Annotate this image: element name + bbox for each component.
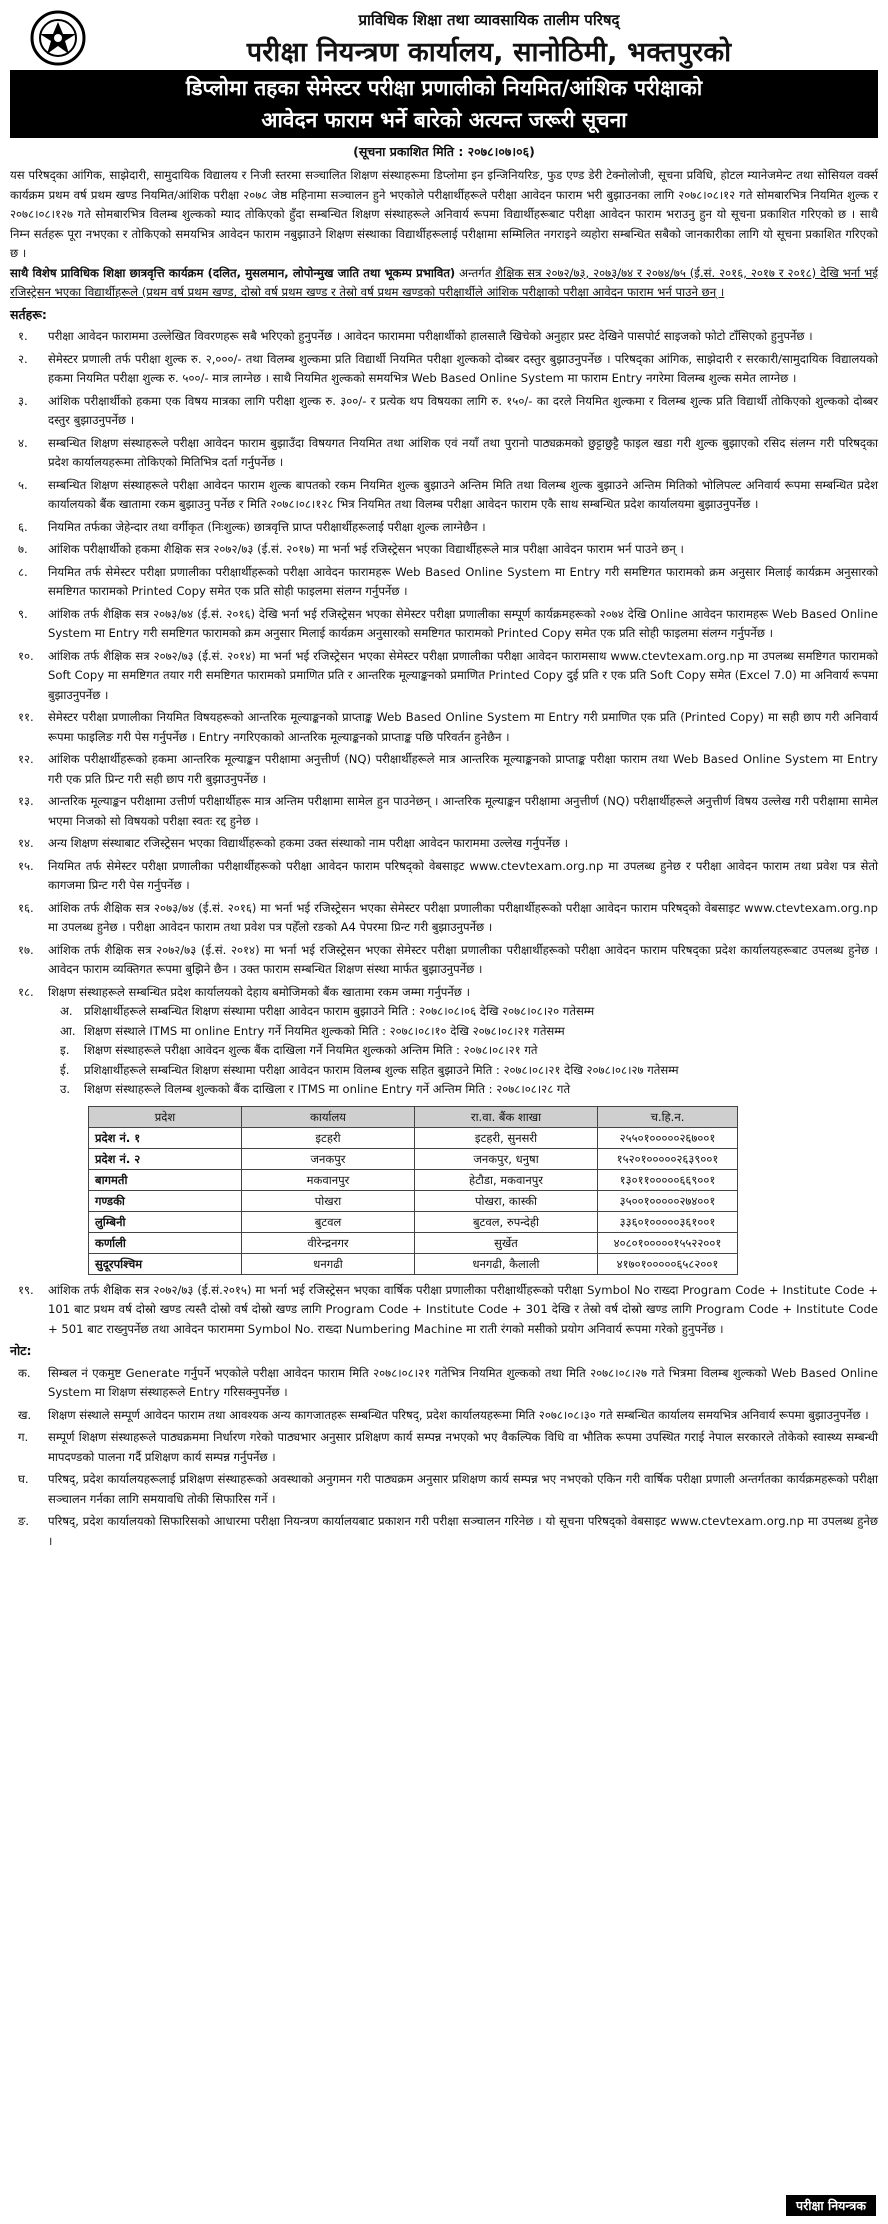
office-name: परीक्षा नियन्त्रण कार्यालय, सानोठिमी, भक्तपुरको [246, 37, 732, 68]
list-item [10, 563, 878, 602]
item-number: १२. [18, 752, 34, 766]
list-item [48, 1002, 878, 1022]
office-cell: जनकपुर [242, 1148, 415, 1169]
item-number: २. [18, 351, 28, 366]
list-item [10, 941, 878, 980]
list-item [48, 1061, 878, 1081]
notes-heading: नोट: [10, 1343, 32, 1358]
item-text: आंशिक परीक्षार्थीहरूको हकमा आन्तरिक मूल्याङ्कन परीक्षामा अनुत्तीर्ण (NQ) परीक्षार्थीहरूले मात्र आन्तरिक मूल्याङ्कनको प्राप्ताङ्क परीक्षा फाराम तथा Web Based Online System मा Entry गरी एक प्रति प्रिन्ट गरी सही छाप गरी बुझाउनुपर्नेछ । [48, 752, 878, 786]
item-text: आंशिक परीक्षार्थीको हकमा शैक्षिक सत्र २०७२/७३ (ई.सं. २०१७) मा भर्ना भई रजिस्ट्रेसन भएका विद्यार्थीहरूले मात्र परीक्षा आवेदन फाराम भर्न पाउने छन् । [48, 542, 684, 556]
condition-number: १९. [18, 1282, 34, 1297]
item-number: १५. [18, 858, 34, 873]
list-item [48, 1022, 878, 1042]
item-number: १०. [18, 648, 34, 663]
list-item [10, 708, 878, 747]
item-text: आंशिक परीक्षार्थीको हकमा एक विषय मात्रका लागि परीक्षा शुल्क रु. ३००/- र प्रत्येक थप विषयका लागि रु. १५०/- का दरले नियमित शुल्कमा र विलम्ब शुल्क प्रति विद्यार्थी तोकिएको शुल्कको दोब्बर दस्तुर बुझाउनुपर्नेछ । [48, 393, 878, 427]
notice-body [10, 166, 878, 1551]
list-item [10, 350, 878, 389]
table-row [89, 1148, 738, 1169]
office-cell: धनगढी [242, 1253, 415, 1274]
list-item [10, 983, 878, 1003]
table-row [89, 1169, 738, 1190]
account-cell: १५२०१०००००२६३९००१ [598, 1148, 738, 1169]
office-cell: वीरेन्द्रनगर [242, 1232, 415, 1253]
account-cell: ४१७०१०००००६५८२००१ [598, 1253, 738, 1274]
list-item [10, 647, 878, 706]
account-cell: ३३६०१०००००३६१००१ [598, 1211, 738, 1232]
item-number: ११. [18, 710, 34, 724]
special-scholarship-paragraph [10, 264, 878, 303]
bank-branch-cell: सुर्खेत [415, 1232, 598, 1253]
province-cell: कर्णाली [89, 1232, 242, 1253]
item-text: शिक्षण संस्थाहरूले सम्बन्धित प्रदेश कार्यालयको देहाय बमोजिमको बैंक खातामा रकम जम्मा गर्नुपर्नेछ । [48, 984, 470, 999]
table-row [89, 1232, 738, 1253]
province-cell: बागमती [89, 1169, 242, 1190]
special-bold: साथै विशेष प्राविधिक शिक्षा छात्रवृत्ति कार्यक्रम (दलित, मुसलमान, लोपोन्मुख जाति तथा भूकम्प प्रभावित) [10, 265, 456, 280]
item-number: घ. [18, 1472, 29, 1486]
item-text: आंशिक तर्फ शैक्षिक सत्र २०७३/७४ (ई.सं. २०१६) मा भर्ना भई रजिस्ट्रेसन भएका सेमेस्टर परीक्षा प्रणालीका परीक्षार्थीहरूको परीक्षा आवेदन फाराम परिषद्को वेबसाइट www.ctevtexam.org.np मा उपलब्ध हुनेछ । परीक्षा आवेदन फाराम तथा प्रवेश पत्र पहेँलो रङको A4 पेपरमा प्रिन्ट गरी बुझाउनुपर्नेछ । [48, 900, 878, 934]
item-text: सिम्बल नं एकमुष्ट Generate गर्नुपर्ने भएकोले परीक्षा आवेदन फाराम मिति २०७८।०८।२१ गतेभित्र नियमित शुल्कको तथा मिति २०७८।०८।२७ गते भित्रमा विलम्ब शुल्कको Web Based Online System मा शिक्षण संस्थाहरूले Entry गरिसक्नुपर्नेछ । [48, 1365, 878, 1399]
item-text: आंशिक तर्फ शैक्षिक सत्र २०७३/७४ (ई.सं. २०१६) देखि भर्ना भई रजिस्ट्रेसन भएका सेमेस्टर परीक्षा प्रणालीका सम्पूर्ण कार्यक्रमहरूको २०७४ देखि Online आवेदन फारामहरू Web Based Online System मा Entry गरी समष्टिगत फारामको क्रम अनुसार मिलाई कार्यक्रम अनुसारको समष्टिगत फारामको Printed Copy समेत एक प्रति सोही फाइलमा संलग्न गर्नुपर्नेछ । [48, 606, 878, 640]
item-number: ९. [18, 606, 28, 621]
list-item [10, 518, 878, 538]
item-text: सम्पूर्ण शिक्षण संस्थाहरूले पाठ्यक्रममा निर्धारण गरेको पाठ्यभार अनुसार प्रशिक्षण कार्य सम्पन्न नभएको भए वैकल्पिक विधि वा भौतिक रूपमा उपस्थित गराई नेपाल सरकारले तोकेको स्वास्थ्य सम्बन्धी मापदण्डको पालना गर्दै प्रशिक्षण कार्य सम्पन्न गर्नुपर्नेछ । [48, 1430, 878, 1464]
col-bank-branch: रा.वा. बैंक शाखा [415, 1106, 598, 1127]
bank-branch-cell: जनकपुर, धनुषा [415, 1148, 598, 1169]
bank-table-body [89, 1127, 738, 1274]
table-row [89, 1211, 738, 1232]
item-number: अ. [60, 1004, 73, 1018]
item-number: आ. [60, 1023, 76, 1038]
province-cell: लुम्बिनी [89, 1211, 242, 1232]
list-item [10, 327, 878, 347]
office-cell: बुटवल [242, 1211, 415, 1232]
bank-table-header [89, 1106, 738, 1127]
account-cell: २५५०१०००००२६७००१ [598, 1127, 738, 1148]
item-number: इ. [60, 1043, 70, 1057]
item-text: सेमेस्टर परीक्षा प्रणालीका नियमित विषयहरूको आन्तरिक मूल्याङ्कनको प्राप्ताङ्क Web Based Online System मा Entry गरी प्रमाणित एक प्रति (Printed Copy) मा सही छाप गरी अनिवार्य रूपमा फाइलिङ गरी पेस गर्नुपर्नेछ । Entry नगरिएकाको आन्तरिक मूल्याङ्कनको प्राप्ताङ्क पछि परिवर्तन हुनेछैन । [48, 710, 878, 744]
bank-branch-cell: पोखरा, कास्की [415, 1190, 598, 1211]
province-cell: प्रदेश नं. २ [89, 1148, 242, 1169]
item-text: अन्य शिक्षण संस्थाबाट रजिस्ट्रेसन भएका विद्यार्थीहरूको हकमा उक्त संस्थाको नाम परीक्षा आवेदन फाराममा उल्लेख गर्नुपर्नेछ । [48, 836, 569, 850]
item-text: सम्बन्धित शिक्षण संस्थाहरूले परीक्षा आवेदन फाराम शुल्क बापतको रकम नियमित शुल्क बुझाउने अन्तिम मिति तथा विलम्ब शुल्क बुझाउने अन्तिम मितिको भोलिपल्ट अनिवार्य रूपमा सम्बन्धित प्रदेश कार्यालयको बैंक खातामा रकम बुझाउनु पर्नेछ र मिति २०७८।०८।१२८ भित्र नियमित तथा विलम्ब परीक्षा आवेदन फाराम एकै साथ सम्बन्धित प्रदेश कार्यालयमा बुझाउनुपर्नेछ । [48, 477, 878, 511]
item-number: उ. [60, 1082, 71, 1096]
header [10, 6, 878, 70]
item-number: १४. [18, 836, 34, 850]
bank-branch-cell: धनगढी, कैलाली [415, 1253, 598, 1274]
publish-date: (सूचना प्रकाशित मिति : २०७८।०७।०६) [353, 144, 535, 159]
bank-branch-cell: हेटौडा, मकवानपुर [415, 1169, 598, 1190]
item-text: प्रशिक्षार्थीहरूले सम्बन्धित शिक्षण संस्थामा परीक्षा आवेदन फाराम विलम्ब शुल्क सहित बुझाउने मिति : २०७८।०८।२१ देखि २०७८।०८।२७ गतेसम्म [84, 1062, 679, 1077]
col-office: कार्यालय [242, 1106, 415, 1127]
org-name: प्राविधिक शिक्षा तथा व्यावसायिक तालीम परिषद् [358, 11, 620, 29]
col-province: प्रदेश [89, 1106, 242, 1127]
item-number: ८. [18, 564, 28, 579]
account-cell: १३०११०००००६६९००१ [598, 1169, 738, 1190]
office-cell: मकवानपुर [242, 1169, 415, 1190]
condition-text: आंशिक तर्फ शैक्षिक सत्र २०७२/७३ (ई.सं.२०१५) मा भर्ना भई रजिस्ट्रेसन भएका वार्षिक परीक्षा प्रणालीका परीक्षार्थीहरूको परीक्षा Symbol No राख्दा Program Code + Institute Code + 101 बाट प्रथम वर्ष दोस्रो खण्ड त्यस्तै दोस्रो वर्ष दोस्रो खण्ड लागि Program Code + Institute Code + 301 देखि र तेस्रो वर्ष दोस्रो खण्ड लागि Program Code + Institute Code + 501 बाट राख्नुपर्नेछ तथा आवेदन फाराममा Symbol No. राख्दा Numbering Machine मा राती रंगको मसीको प्रयोग अनिवार्य रूपमा गरेको हुनुपर्नेछ । [48, 1282, 878, 1336]
office-cell: इटहरी [242, 1127, 415, 1148]
signature-label: परीक्षा नियन्त्रक [786, 2195, 876, 2216]
item-number: ५. [18, 477, 28, 492]
special-underlined: शैक्षिक सत्र २०७२/७३, २०७३/७४ र २०७४/७५ (ई.सं. २०१६, २०१७ र २०१८) देखि भर्ना भई रजिस्ट्रेसन भएका विद्यार्थीहरूले (प्रथम वर्ष प्रथम खण्ड, दोस्रो वर्ष प्रथम खण्ड र तेस्रो वर्ष प्रथम खण्डको परीक्षार्थीले आंशिक परीक्षाको परीक्षा आवेदन फाराम भर्न पाउने छन् । [10, 265, 879, 299]
item-text: शिक्षण संस्थाले सम्पूर्ण आवेदन फाराम तथा आवश्यक अन्य कागजातहरू सम्बन्धित परिषद्, प्रदेश कार्यालयहरूमा मिति २०७८।०८।३० गते सम्बन्धित कार्यालय समयभित्र अनिवार्य रूपमा बुझाउनुपर्नेछ । [48, 1407, 869, 1422]
banner-line-1: डिप्लोमा तहका सेमेस्टर परीक्षा प्रणालीको नियमित/आंशिक परीक्षाको [185, 76, 703, 100]
list-item [10, 476, 878, 515]
item-number: १८. [18, 984, 34, 999]
office-cell: पोखरा [242, 1190, 415, 1211]
notes-list [10, 1364, 878, 1552]
list-item [10, 540, 878, 560]
list-item [10, 392, 878, 431]
item-text: शिक्षण संस्थाले ITMS मा online Entry गर्ने नियमित शुल्कको मिति : २०७८।०८।१० देखि २०७८।०८।२१ गतेसम्म [84, 1023, 565, 1038]
table-row [89, 1253, 738, 1274]
item-number: ई. [60, 1062, 70, 1077]
condition-19 [10, 1281, 878, 1340]
list-item [48, 1041, 878, 1061]
item-text: आंशिक तर्फ शैक्षिक सत्र २०७२/७३ (ई.सं. २०१४) मा भर्ना भई रजिस्ट्रेसन भएका सेमेस्टर परीक्षा प्रणालीका परीक्षा आवेदन फारामसाथ www.ctevtexam.org.np मा उपलब्ध समष्टिगत फारामको Soft Copy मा समष्टिगत तयार गरी समष्टिगत फारामको प्रमाणित प्रति र आन्तरिक मूल्याङ्कनको प्रमाणित Printed Copy दुई प्रति र एक प्रति Soft Copy समेत (Excel 7.0) मा अनिवार्य रूपमा बुझाउनुपर्नेछ । [48, 648, 878, 702]
list-item [10, 1364, 878, 1403]
item-text: शिक्षण संस्थाहरूले विलम्ब शुल्कको बैंक दाखिला र ITMS मा online Entry गर्ने अन्तिम मिति : २०७८।०८।२८ गते [84, 1082, 571, 1096]
item-text: परीक्षा आवेदन फाराममा उल्लेखित विवरणहरू सबै भरिएको हुनुपर्नेछ । आवेदन फाराममा परीक्षार्थीको हालसालै खिचेको अनुहार प्रस्ट देखिने पासपोर्ट साइजको फोटो टाँसिएको हुनुपर्नेछ । [48, 329, 813, 343]
intro-paragraph: यस परिषद्का आंगिक, साझेदारी, सामुदायिक विद्यालय र निजी स्तरमा सञ्चालित शिक्षण संस्थाहरूमा डिप्लोमा इन इन्जिनियरिङ, फुड एण्ड डेरी टेक्नोलोजी, सूचना प्रविधि, होटल म्यानेजमेन्ट तथा सोसियल वर्क्स कार्यक्रम प्रथम वर्ष प्रथम खण्ड नियमित/आंशिक परीक्षा २०७८ जेष्ठ महिनामा सञ्चालन हुने भएकोले परीक्षार्थीहरूले परीक्षा आवेदन फाराम भरी बुझाउनका लागि २०७८।०८।१२ गते सोमबारभित्र नियमित शुल्क र २०७८।०८।१२७ गते सोमबारभित्र विलम्ब शुल्कको म्याद तोकिएको हुँदा सम्बन्धित शिक्षण संस्थाहरूले अनिवार्य रूपमा विद्यार्थीहरूबाट परीक्षा आवेदन फाराम भराउनु हुन यो सूचना प्रकाशित गरिएको छ । साथै निम्न सर्तहरू पूरा नभएका र तोकिएको समयभित्र आवेदन फाराम नबुझाउने शिक्षण संस्थाका विद्यार्थीहरूलाई परीक्षामा सम्मिलित नगराइने व्यहोरा सम्बन्धित सबैको जानकारीका लागि यो सूचना प्रकाशित गरिएको छ । [10, 168, 878, 260]
item-text: नियमित तर्फ सेमेस्टर परीक्षा प्रणालीका परीक्षार्थीहरूको परीक्षा आवेदन फाराम परिषद्को वेबसाइट www.ctevtexam.org.np मा उपलब्ध हुनेछ र परीक्षा आवेदन फाराम तथा प्रवेश पत्र सेतो कागजमा प्रिन्ट गरी पेस गर्नुपर्नेछ । [48, 858, 878, 892]
province-cell: प्रदेश नं. १ [89, 1127, 242, 1148]
item-number: ३. [18, 393, 28, 408]
bank-branch-cell: बुटवल, रुपन्देही [415, 1211, 598, 1232]
item-text: सम्बन्धित शिक्षण संस्थाहरूले परीक्षा आवेदन फाराम बुझाउँदा विषयगत नियमित तथा आंशिक एवं नयाँ तथा पुरानो पाठ्यक्रमको छुट्टाछुट्टै फाइल खडा गरी शुल्क बुझाएको रसिद संलग्न गरी परिषद्का प्रदेश कार्यालयहरूमा तोकिएको मितिभित्र दर्ता गर्नुपर्नेछ । [48, 435, 878, 469]
list-item [10, 750, 878, 789]
conditions-list [10, 327, 878, 1002]
province-cell: गण्डकी [89, 1190, 242, 1211]
bank-branch-cell: इटहरी, सुनसरी [415, 1127, 598, 1148]
item-text: प्रशिक्षार्थीहरूले सम्बन्धित शिक्षण संस्थामा परीक्षा आवेदन फाराम बुझाउने मिति : २०७८।०८।०६ देखि २०७८।०८।२० गतेसम्म [84, 1004, 595, 1018]
col-account-no: च.हि.न. [598, 1106, 738, 1127]
bank-table [88, 1106, 738, 1275]
notice-banner [10, 70, 878, 138]
item-number: ख. [18, 1407, 32, 1422]
item-number: ग. [18, 1430, 29, 1444]
banner-line-2: आवेदन फाराम भर्ने बारेको अत्यन्त जरूरी सूचना [261, 108, 627, 132]
list-item [10, 1470, 878, 1509]
item-number: १७. [18, 942, 34, 957]
item-number: १. [18, 329, 28, 343]
list-item [48, 1080, 878, 1100]
item-text: परिषद्, प्रदेश कार्यालयको सिफारिसको आधारमा परीक्षा नियन्त्रण कार्यालयबाट प्रकाशन गरी परीक्षा सञ्चालन गरिनेछ । यो सूचना परिषद्को वेबसाइट www.ctevtexam.org.np मा उपलब्ध हुनेछ । [48, 1514, 878, 1548]
item-number: ६. [18, 519, 28, 534]
list-item [10, 1428, 878, 1467]
item-number: १६. [18, 900, 34, 915]
list-item [10, 899, 878, 938]
table-row [89, 1190, 738, 1211]
item-text: नियमित तर्फका जेहेन्दार तथा वर्गीकृत (निःशुल्क) छात्रवृत्ति प्राप्त परीक्षार्थीहरूलाई परीक्षा शुल्क लाग्नेछैन । [48, 519, 486, 534]
list-item [10, 857, 878, 896]
account-cell: ४०८०१०००००१५५२२००१ [598, 1232, 738, 1253]
list-item [10, 1512, 878, 1551]
special-mid: अन्तर्गत [455, 265, 496, 280]
list-item [10, 834, 878, 854]
item-text: सेमेस्टर प्रणाली तर्फ परीक्षा शुल्क रु. २,०००/- तथा विलम्ब शुल्कमा प्रति विद्यार्थी नियमित परीक्षा शुल्कको दोब्बर दस्तुर बुझाउनुपर्नेछ । परिषद्का आंगिक, साझेदारी र सरकारी/सामुदायिक विद्यालयको हकमा नियमित परीक्षा शुल्क रु. ५००/- मात्र लाग्नेछ । साथै नियमित शुल्कको समयभित्र Web Based Online System मा फाराम Entry नगरेमा विलम्ब शुल्क समेत लाग्नेछ । [48, 351, 878, 385]
list-item [10, 434, 878, 473]
item-text: शिक्षण संस्थाहरूले परीक्षा आवेदन शुल्क बैंक दाखिला गर्ने नियमित शुल्कको अन्तिम मिति : २०७८।०८।२१ गते [84, 1043, 538, 1057]
item-number: ७. [18, 542, 28, 556]
item-text: आन्तरिक मूल्याङ्कन परीक्षामा उत्तीर्ण परीक्षार्थीहरू मात्र अन्तिम परीक्षामा सामेल हुन पाउनेछन् । आन्तरिक मूल्याङ्कन परीक्षामा अनुत्तीर्ण (NQ) परीक्षार्थीहरूले अनुत्तीर्ण विषय उल्लेख गरी परीक्षामा सामेल भएमा निजको सो विषयको परीक्षा स्वतः रद्द हुनेछ । [48, 794, 878, 828]
schedule-list [10, 1002, 878, 1100]
list-item [10, 1406, 878, 1426]
conditions-heading: सर्तहरू: [10, 306, 47, 322]
item-text: परिषद्, प्रदेश कार्यालयहरूलाई प्रशिक्षण संस्थाहरूको अवस्थाको अनुगमन गरी पाठ्यक्रम अनुसार प्रशिक्षण कार्य सम्पन्न भए नभएको एकिन गरी वार्षिक परीक्षा प्रणाली अन्तर्गतका कार्यक्रमहरूको परीक्षा सञ्चालन गर्नका लागि समयावधि तोकी सिफारिस गर्ने । [48, 1472, 878, 1506]
province-cell: सुदूरपश्चिम [89, 1253, 242, 1274]
item-number: १३. [18, 794, 34, 808]
list-item [10, 605, 878, 644]
account-cell: ३५००१०००००२७४००१ [598, 1190, 738, 1211]
item-number: क. [18, 1365, 31, 1380]
item-text: आंशिक तर्फ शैक्षिक सत्र २०७२/७३ (ई.सं. २०१४) मा भर्ना भई रजिस्ट्रेसन भएका सेमेस्टर परीक्षा प्रणालीका परीक्षार्थीहरूको परीक्षा आवेदन फाराम परिषद्का प्रदेश कार्यालयहरूबाट उपलब्ध हुनेछ । आवेदन फाराम व्यक्तिगत रूपमा बुझिने छैन । उक्त फाराम सम्बन्धित शिक्षण संस्था मार्फत बुझाउनुपर्नेछ । [48, 942, 878, 976]
table-row [89, 1127, 738, 1148]
item-text: नियमित तर्फ सेमेस्टर परीक्षा प्रणालीका परीक्षार्थीहरूको परीक्षा आवेदन फारामहरू Web Based Online System मा Entry गरी समष्टिगत फारामको क्रम अनुसार मिलाई कार्यक्रम अनुसारको समष्टिगत फारामको Printed Copy समेत एक प्रति सोही फाइलमा संलग्न गर्नुपर्नेछ । [48, 564, 878, 598]
item-number: ४. [18, 435, 28, 450]
ctevt-logo [30, 10, 86, 66]
item-number: ङ. [18, 1514, 30, 1528]
list-item [10, 792, 878, 831]
